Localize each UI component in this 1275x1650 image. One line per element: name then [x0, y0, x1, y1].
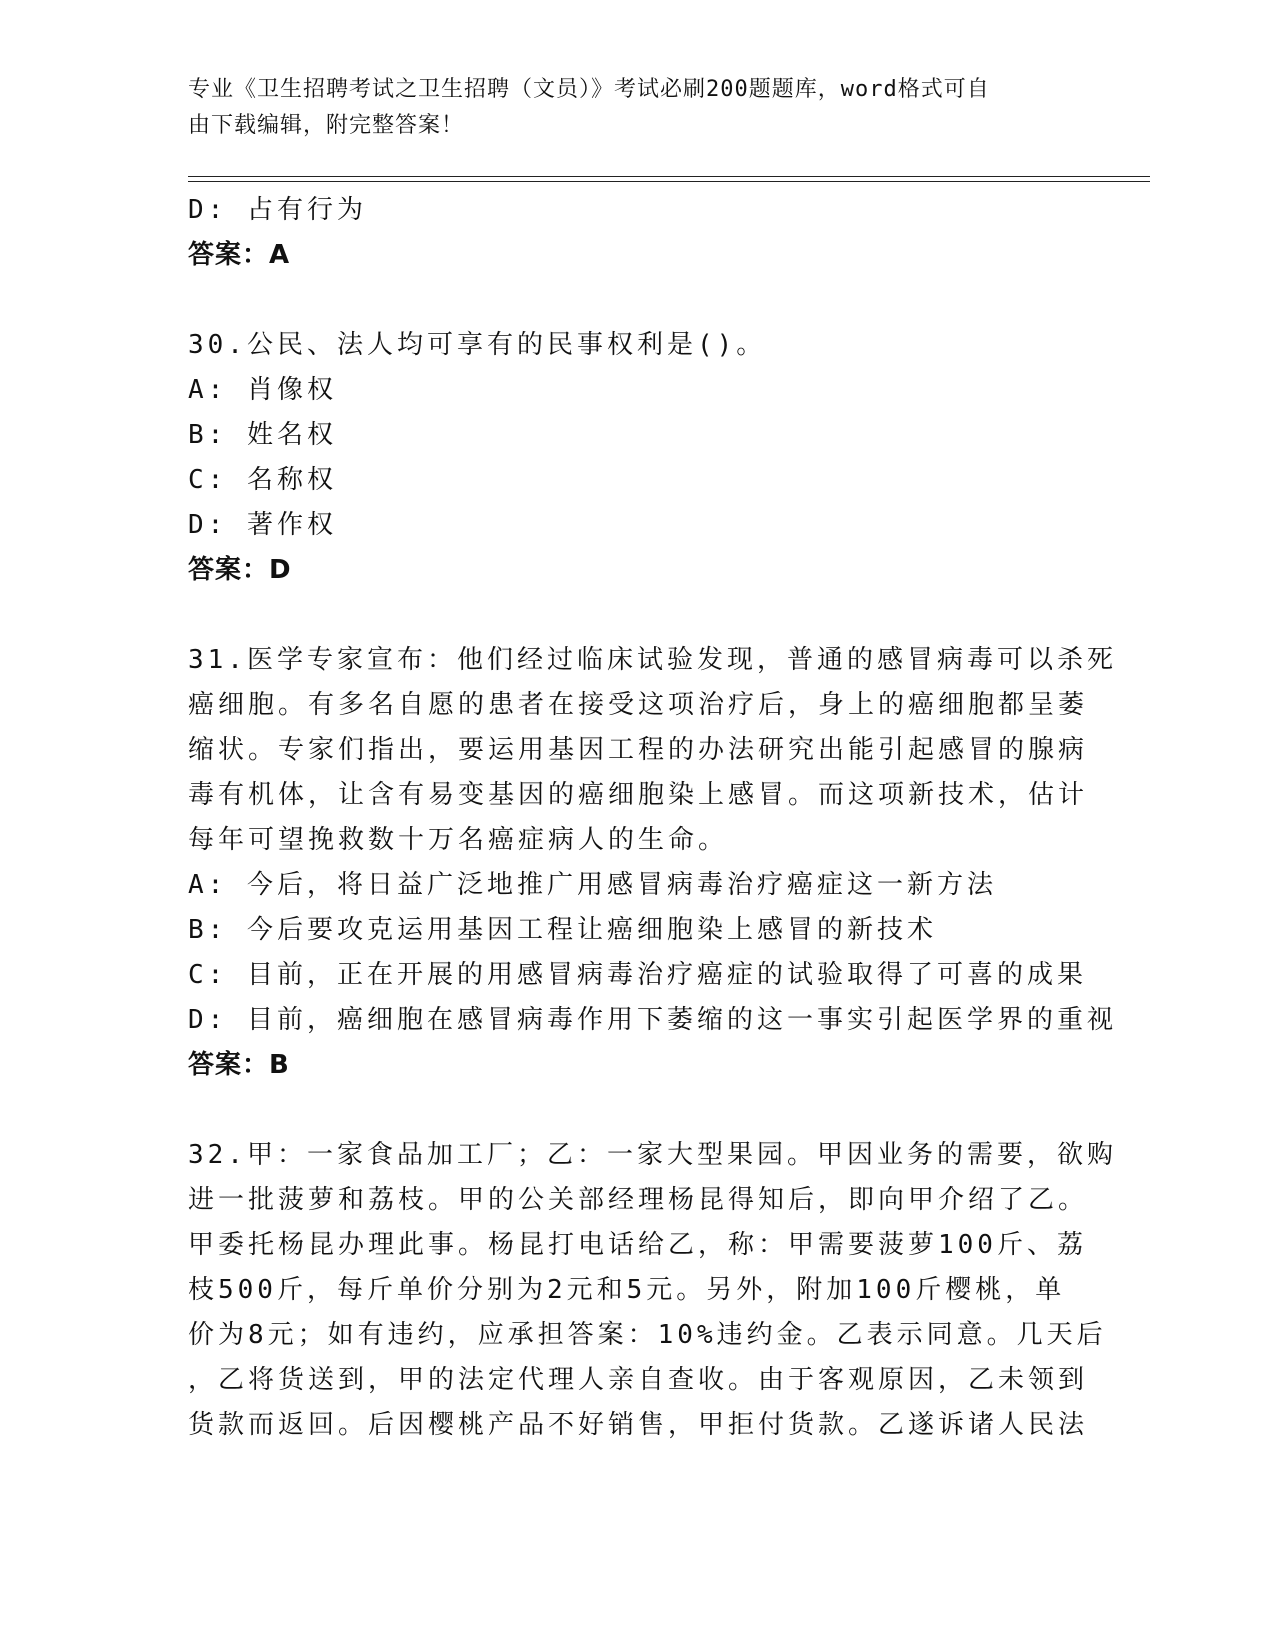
- question-32-text-line: 枝500斤，每斤单价分别为2元和5元。另外，附加100斤樱桃，单: [188, 1275, 1066, 1305]
- question-30-option-a: A: 肖像权: [188, 375, 337, 405]
- question-32-text-line: 进一批菠萝和荔枝。甲的公关部经理杨昆得知后，即向甲介绍了乙。: [188, 1185, 1089, 1215]
- question-31-text-line: 缩状。专家们指出，要运用基因工程的办法研究出能引起感冒的腺病: [188, 735, 1089, 765]
- header-line-1: 专业《卫生招聘考试之卫生招聘（文员）》考试必刷200题题库，word格式可自: [188, 77, 990, 102]
- question-31-answer: 答案：B: [188, 1050, 290, 1080]
- question-30-option-b: B: 姓名权: [188, 420, 337, 450]
- prev-answer: 答案：A: [188, 240, 291, 270]
- question-31-text-line: 癌细胞。有多名自愿的患者在接受这项治疗后，身上的癌细胞都呈萎: [188, 690, 1089, 720]
- question-32-text-line: 货款而返回。后因樱桃产品不好销售，甲拒付货款。乙遂诉诸人民法: [188, 1410, 1089, 1440]
- header-divider-top: [188, 176, 1150, 177]
- header-divider-bottom: [188, 181, 1150, 182]
- question-30-option-c: C: 名称权: [188, 465, 337, 495]
- question-30-option-d: D: 著作权: [188, 510, 337, 540]
- question-32-text-line: ，乙将货送到，甲的法定代理人亲自查收。由于客观原因，乙未领到: [188, 1365, 1089, 1395]
- question-31-option-a: A: 今后，将日益广泛地推广用感冒病毒治疗癌症这一新方法: [188, 870, 997, 900]
- document-header: [188, 72, 1068, 144]
- spacer: [188, 278, 1088, 323]
- question-32-text-line: 甲委托杨昆办理此事。杨昆打电话给乙，称：甲需要菠萝100斤、荔: [188, 1230, 1087, 1260]
- question-31-option-c: C: 目前，正在开展的用感冒病毒治疗癌症的试验取得了可喜的成果: [188, 960, 1087, 990]
- question-30-answer: 答案：D: [188, 555, 292, 585]
- prev-option-d: D: 占有行为: [188, 195, 367, 225]
- document-body: [188, 188, 1117, 1448]
- spacer: [188, 1088, 1088, 1133]
- question-32-text-line: 32.甲：一家食品加工厂；乙：一家大型果园。甲因业务的需要，欲购: [188, 1140, 1117, 1170]
- spacer: [188, 593, 1088, 638]
- question-32-text-line: 价为8元；如有违约，应承担答案：10%违约金。乙表示同意。几天后: [188, 1320, 1107, 1350]
- question-31-text-line: 31.医学专家宣布：他们经过临床试验发现，普通的感冒病毒可以杀死: [188, 645, 1117, 675]
- question-31-option-b: B: 今后要攻克运用基因工程让癌细胞染上感冒的新技术: [188, 915, 937, 945]
- header-line-2: 由下载编辑，附完整答案！: [188, 113, 465, 138]
- question-30-title: 30.公民、法人均可享有的民事权利是()。: [188, 330, 767, 360]
- question-31-text-line: 毒有机体，让含有易变基因的癌细胞染上感冒。而这项新技术，估计: [188, 780, 1089, 810]
- question-31-option-d: D: 目前，癌细胞在感冒病毒作用下萎缩的这一事实引起医学界的重视: [188, 1005, 1117, 1035]
- question-31-text-line: 每年可望挽救数十万名癌症病人的生命。: [188, 825, 729, 855]
